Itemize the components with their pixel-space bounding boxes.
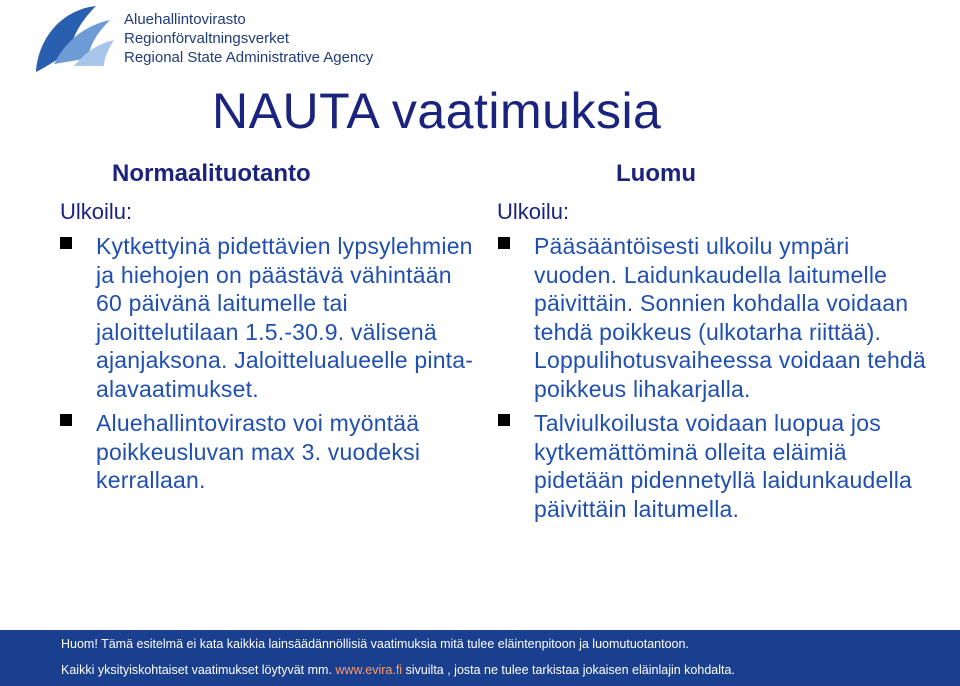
right-column-subheading: Ulkoilu:: [497, 199, 570, 224]
footer-reference-pre: Kaikki yksityiskohtaiset vaatimukset löytyvät mm.: [61, 663, 336, 677]
bullet-item: [496, 409, 936, 523]
right-column-heading: Luomu: [616, 160, 696, 187]
left-column-subheading: Ulkoilu:: [60, 199, 133, 224]
bullet-text: Aluehallintovirasto voi myöntää poikkeusluvan max 3. vuodeksi kerrallaan.: [96, 410, 421, 493]
agency-name-fi: Aluehallintovirasto: [124, 11, 246, 28]
slide-title: NAUTA vaatimuksia: [212, 83, 662, 139]
agency-logo-icon: [30, 0, 120, 80]
bullet-square-icon: [498, 237, 510, 249]
footer-reference-post: sivuilta , josta ne tulee tarkistaa jokaisen eläinlajin kohdalta.: [402, 663, 735, 677]
footer-bar: [0, 630, 960, 686]
bullet-square-icon: [60, 414, 72, 426]
footer-note: Huom! Tämä esitelmä ei kata kaikkia lainsäädännöllisiä vaatimuksia mitä tulee eläintenpitoon ja luomutuotantoon.: [61, 637, 689, 651]
right-bullet-list: [496, 232, 936, 529]
bullet-text: Pääsääntöisesti ulkoilu ympäri vuoden. Laidunkaudella laitumelle päivittäin. Sonnien kohdalla voidaan tehdä poikkeus (ulkotarha riittää). Loppulihotusvaiheessa voidaan tehdä poikkeus lihakarjalla.: [534, 233, 926, 402]
agency-name: [124, 10, 373, 67]
bullet-text: Kytkettyinä pidettävien lypsylehmien ja hiehojen on päästävä vähintään 60 päivänä laitumelle tai jaloittelutilaan 1.5.-30.9. välisenä ajanjaksona. Jaloittelualueelle pinta-alavaatimukset.: [96, 233, 474, 402]
agency-name-en: Regional State Administrative Agency: [124, 49, 374, 66]
bullet-square-icon: [60, 237, 72, 249]
bullet-text: Talviulkoilusta voidaan luopua jos kytkemättöminä olleita eläimiä pidetään pidennetyllä laidunkaudella päivittäin laitumella.: [534, 410, 913, 522]
bullet-item: [58, 232, 478, 403]
left-bullet-list: [58, 232, 478, 501]
agency-name-sv: Regionförvaltningsverket: [124, 30, 290, 47]
evira-link[interactable]: www.evira.fi: [335, 663, 403, 677]
bullet-square-icon: [498, 414, 510, 426]
left-column-heading: Normaalituotanto: [112, 160, 311, 187]
footer-reference: [61, 663, 735, 677]
bullet-item: [496, 232, 936, 403]
bullet-item: [58, 409, 478, 495]
